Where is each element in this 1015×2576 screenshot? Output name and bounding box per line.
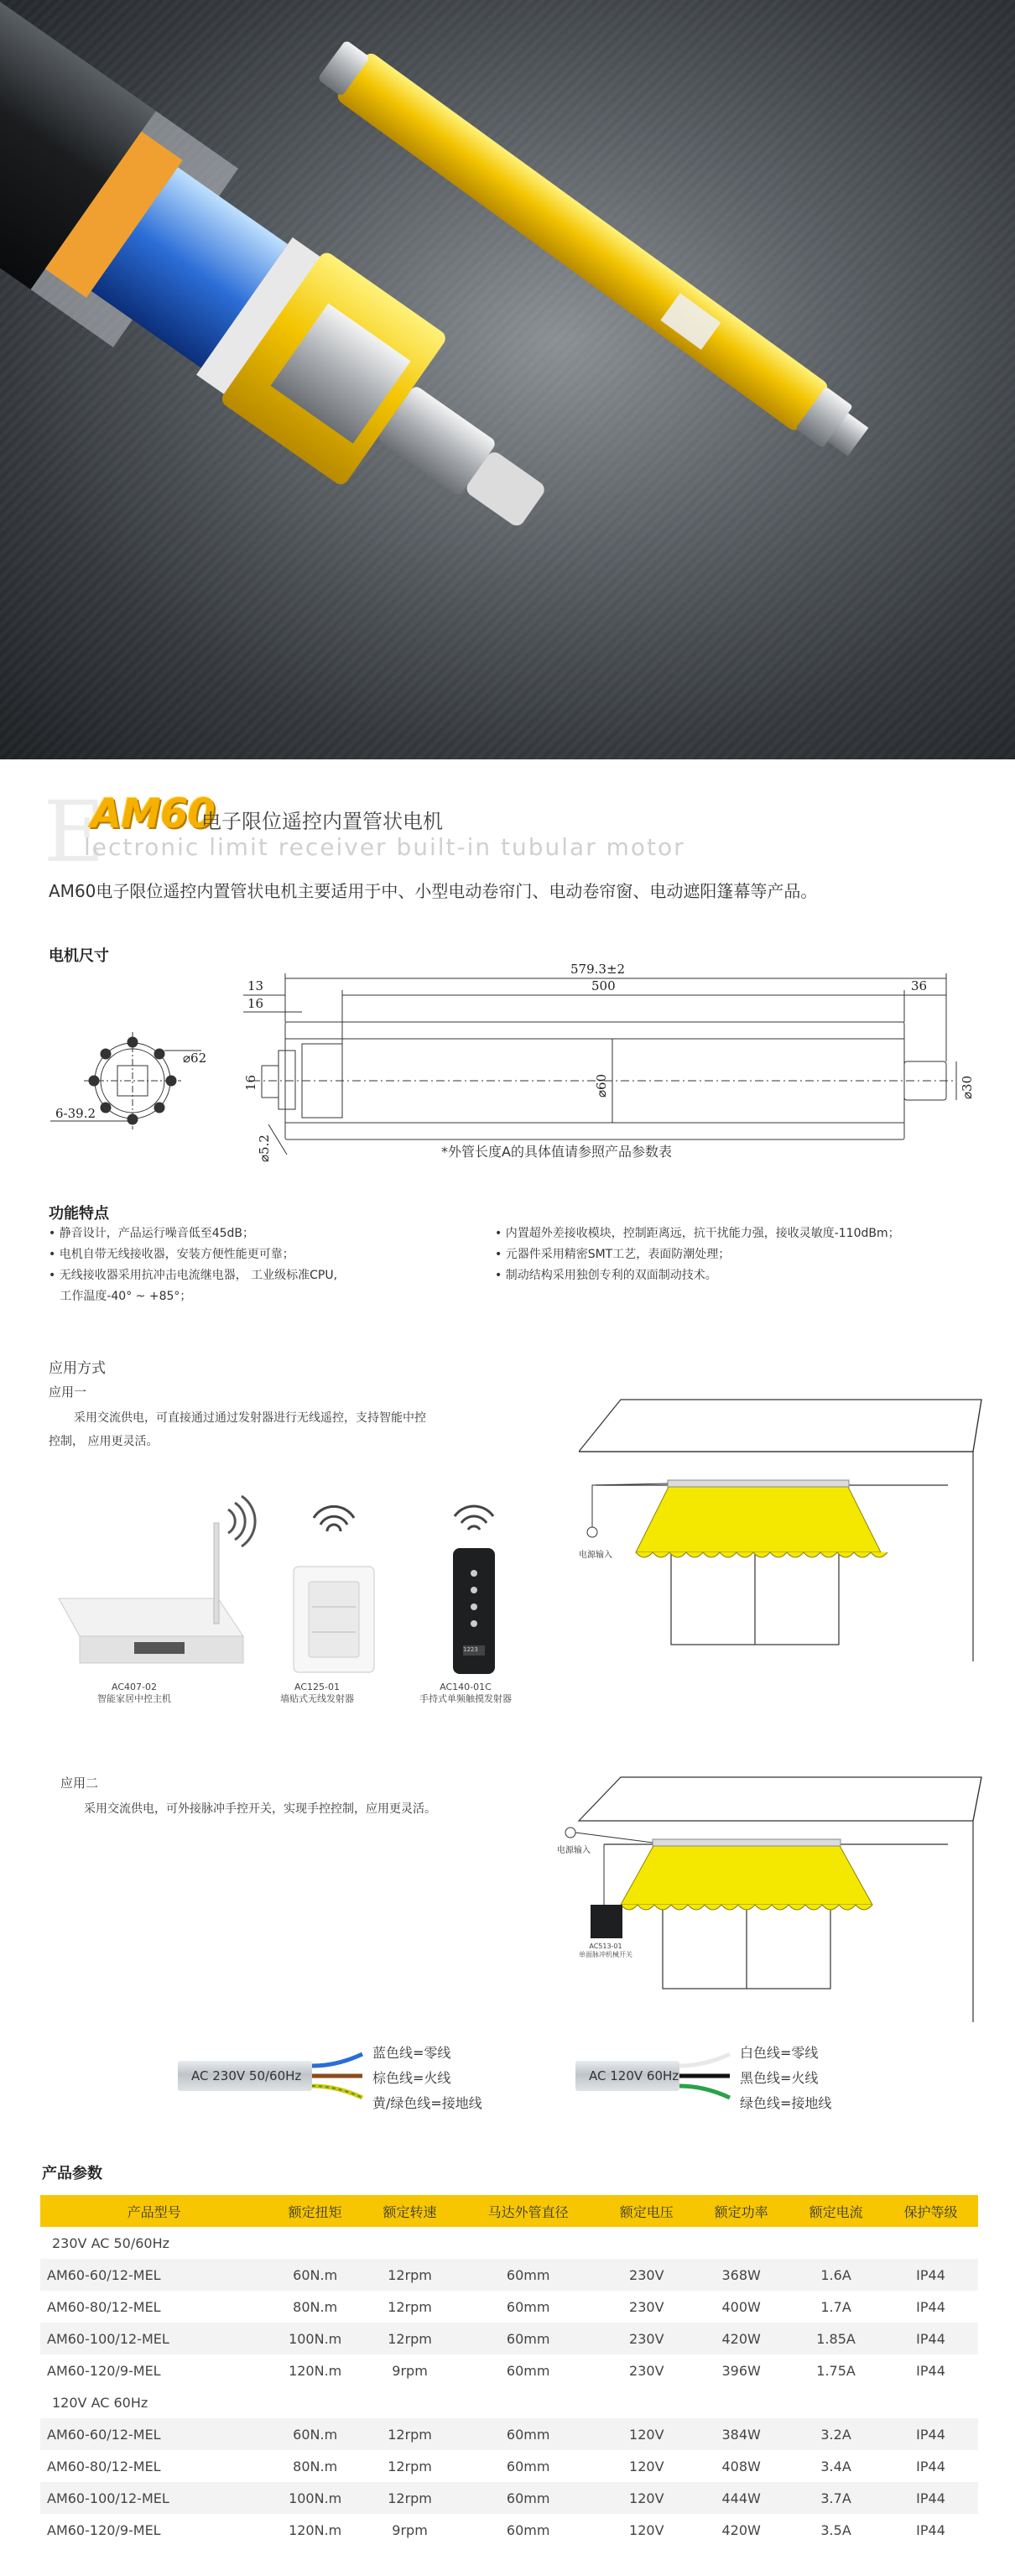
wire-ac120-leads (679, 2047, 738, 2106)
app1-description (49, 1406, 552, 1453)
col-header: 产品型号 (40, 2195, 268, 2227)
col-header: 额定功率 (694, 2195, 789, 2227)
table-row: AM60-100/12-MEL 100N.m 12rpm 60mm 120V 444W 3.7A IP44 (40, 2482, 978, 2514)
col-header: 马达外管直径 (457, 2195, 599, 2227)
wire-ac120-label: AC 120V 60Hz (575, 2061, 679, 2091)
table-row: AM60-100/12-MEL 100N.m 12rpm 60mm 230V 420W 1.85A IP44 (40, 2323, 978, 2354)
awning-diagram-2 (554, 1770, 998, 2022)
device-caption: AC140-01C 手持式单频触摸发射器 (419, 1682, 512, 1704)
app2-description: 采用交流供电，可外接脉冲手控开关，实现手控控制，应用更灵活。 (84, 1802, 436, 1816)
device-caption: AC407-02 智能家居中控主机 (97, 1682, 171, 1704)
feature-item: • 内置超外差接收模块，控制距离远，抗干扰能力强，接收灵敏度-110dBm； (495, 1227, 900, 1240)
feature-item: 工作温度-40° ~ +85°； (49, 1290, 192, 1303)
table-group-row: 120V AC 60Hz (52, 2394, 148, 2411)
feature-item: • 电机自带无线接收器，安装方便性能更可靠； (49, 1248, 294, 1261)
hero-product-photo (0, 0, 1015, 759)
dim-16: 16 (247, 996, 264, 1011)
wire-ac230-leads (312, 2047, 371, 2106)
table-row: AM60-120/9-MEL 120N.m 9rpm 60mm 230V 396W 1.75A IP44 (47, 2362, 945, 2379)
title-chinese: 电子限位遥控内置管状电机 (201, 810, 443, 833)
devices-illustration (42, 1456, 562, 1691)
dim-phi62: ⌀62 (183, 1051, 207, 1066)
application-heading: 应用方式 (49, 1360, 106, 1377)
table-row: AM60-60/12-MEL 60N.m 12rpm 60mm 230V 368W 1.6A IP44 (40, 2259, 978, 2291)
app1-line: 采用交流供电，可直接通过通过发射器进行无线遥控，支持智能中控 (74, 1411, 426, 1425)
app2-title: 应用二 (60, 1776, 99, 1791)
feature-item: • 元器件采用精密SMT工艺，表面防潮处理； (495, 1248, 731, 1261)
model-logo: AM60 (91, 790, 215, 837)
table-row: AM60-80/12-MEL 80N.m 12rpm 60mm 120V 408W 3.4A IP44 (47, 2458, 945, 2474)
dim-total-length: 579.3±2 (570, 962, 626, 977)
awning-diagram-1 (579, 1393, 998, 1661)
col-header: 额定电压 (599, 2195, 694, 2227)
feature-item: • 制动结构采用独创专利的双面制动技术。 (495, 1269, 717, 1282)
router-device (59, 1496, 255, 1663)
title-english: lectronic limit receiver built-in tubular motor (84, 833, 685, 861)
switch-caption: AC513-01 单面脉冲机械开关 (579, 1942, 632, 1958)
col-header: 保护等级 (883, 2195, 978, 2227)
dim-phi5: ⌀5.2 (257, 1134, 272, 1162)
col-header: 额定扭矩 (268, 2195, 362, 2227)
col-header: 额定电流 (789, 2195, 883, 2227)
features-left (49, 1223, 502, 1307)
features-heading: 功能特点 (49, 1205, 109, 1223)
app1-line: 控制， 应用更灵活。 (49, 1435, 159, 1448)
table-row: AM60-60/12-MEL 60N.m 12rpm 60mm 120V 384W 3.2A IP44 (40, 2418, 978, 2450)
wire-ac230-label: AC 230V 50/60Hz (178, 2061, 312, 2091)
dimension-note: *外管长度A的具体值请参照产品参数表 (441, 1144, 672, 1160)
col-header: 额定转速 (362, 2195, 457, 2227)
dim-end-length: 36 (911, 978, 928, 993)
remote-label: 1223 (463, 1646, 478, 1653)
wire-ac120-legend: 白色线=零线 黑色线=火线 绿色线=接地线 (740, 2045, 832, 2111)
params-table (40, 2195, 978, 2546)
dim-6-39: 6-39.2 (55, 1106, 96, 1121)
dim-tube-length: 500 (591, 978, 616, 993)
app1-title: 应用一 (49, 1384, 87, 1400)
intro-text: AM60电子限位遥控内置管状电机主要适用于中、小型电动卷帘门、电动卷帘窗、电动遮阳篷幕等产品。 (49, 881, 818, 901)
dim-phi60: ⌀60 (594, 1073, 609, 1098)
dim-16-vertical: 16 (243, 1074, 258, 1091)
dim-13: 13 (247, 978, 264, 993)
feature-item: • 静音设计，产品运行噪音低至45dB； (49, 1227, 255, 1240)
table-header-row (40, 2195, 978, 2227)
table-row: AM60-120/9-MEL 120N.m 9rpm 60mm 120V 420W 3.5A IP44 (47, 2521, 945, 2538)
table-group-row: 230V AC 50/60Hz (52, 2234, 170, 2251)
params-heading: 产品参数 (42, 2165, 102, 2182)
title-initial-letter: E (44, 783, 103, 881)
wire-ac230-legend: 蓝色线=零线 棕色线=火线 黄/绿色线=接地线 (372, 2045, 482, 2111)
feature-item: • 无线接收器采用抗冲击电流继电器， 工业级标准CPU, (49, 1269, 338, 1282)
power-input-label-1: 电源输入 (579, 1551, 612, 1560)
power-input-label-2: 电源输入 (557, 1846, 591, 1855)
dimensions-heading: 电机尺寸 (49, 947, 109, 965)
motor-illustration (0, 0, 1015, 759)
device-caption: AC125-01 墙贴式无线发射器 (280, 1682, 354, 1704)
dim-phi30: ⌀30 (960, 1075, 975, 1099)
features-right (495, 1223, 998, 1286)
wall-transmitter-device (294, 1506, 374, 1672)
table-row: AM60-80/12-MEL 80N.m 12rpm 60mm 230V 400W 1.7A IP44 (47, 2298, 945, 2315)
